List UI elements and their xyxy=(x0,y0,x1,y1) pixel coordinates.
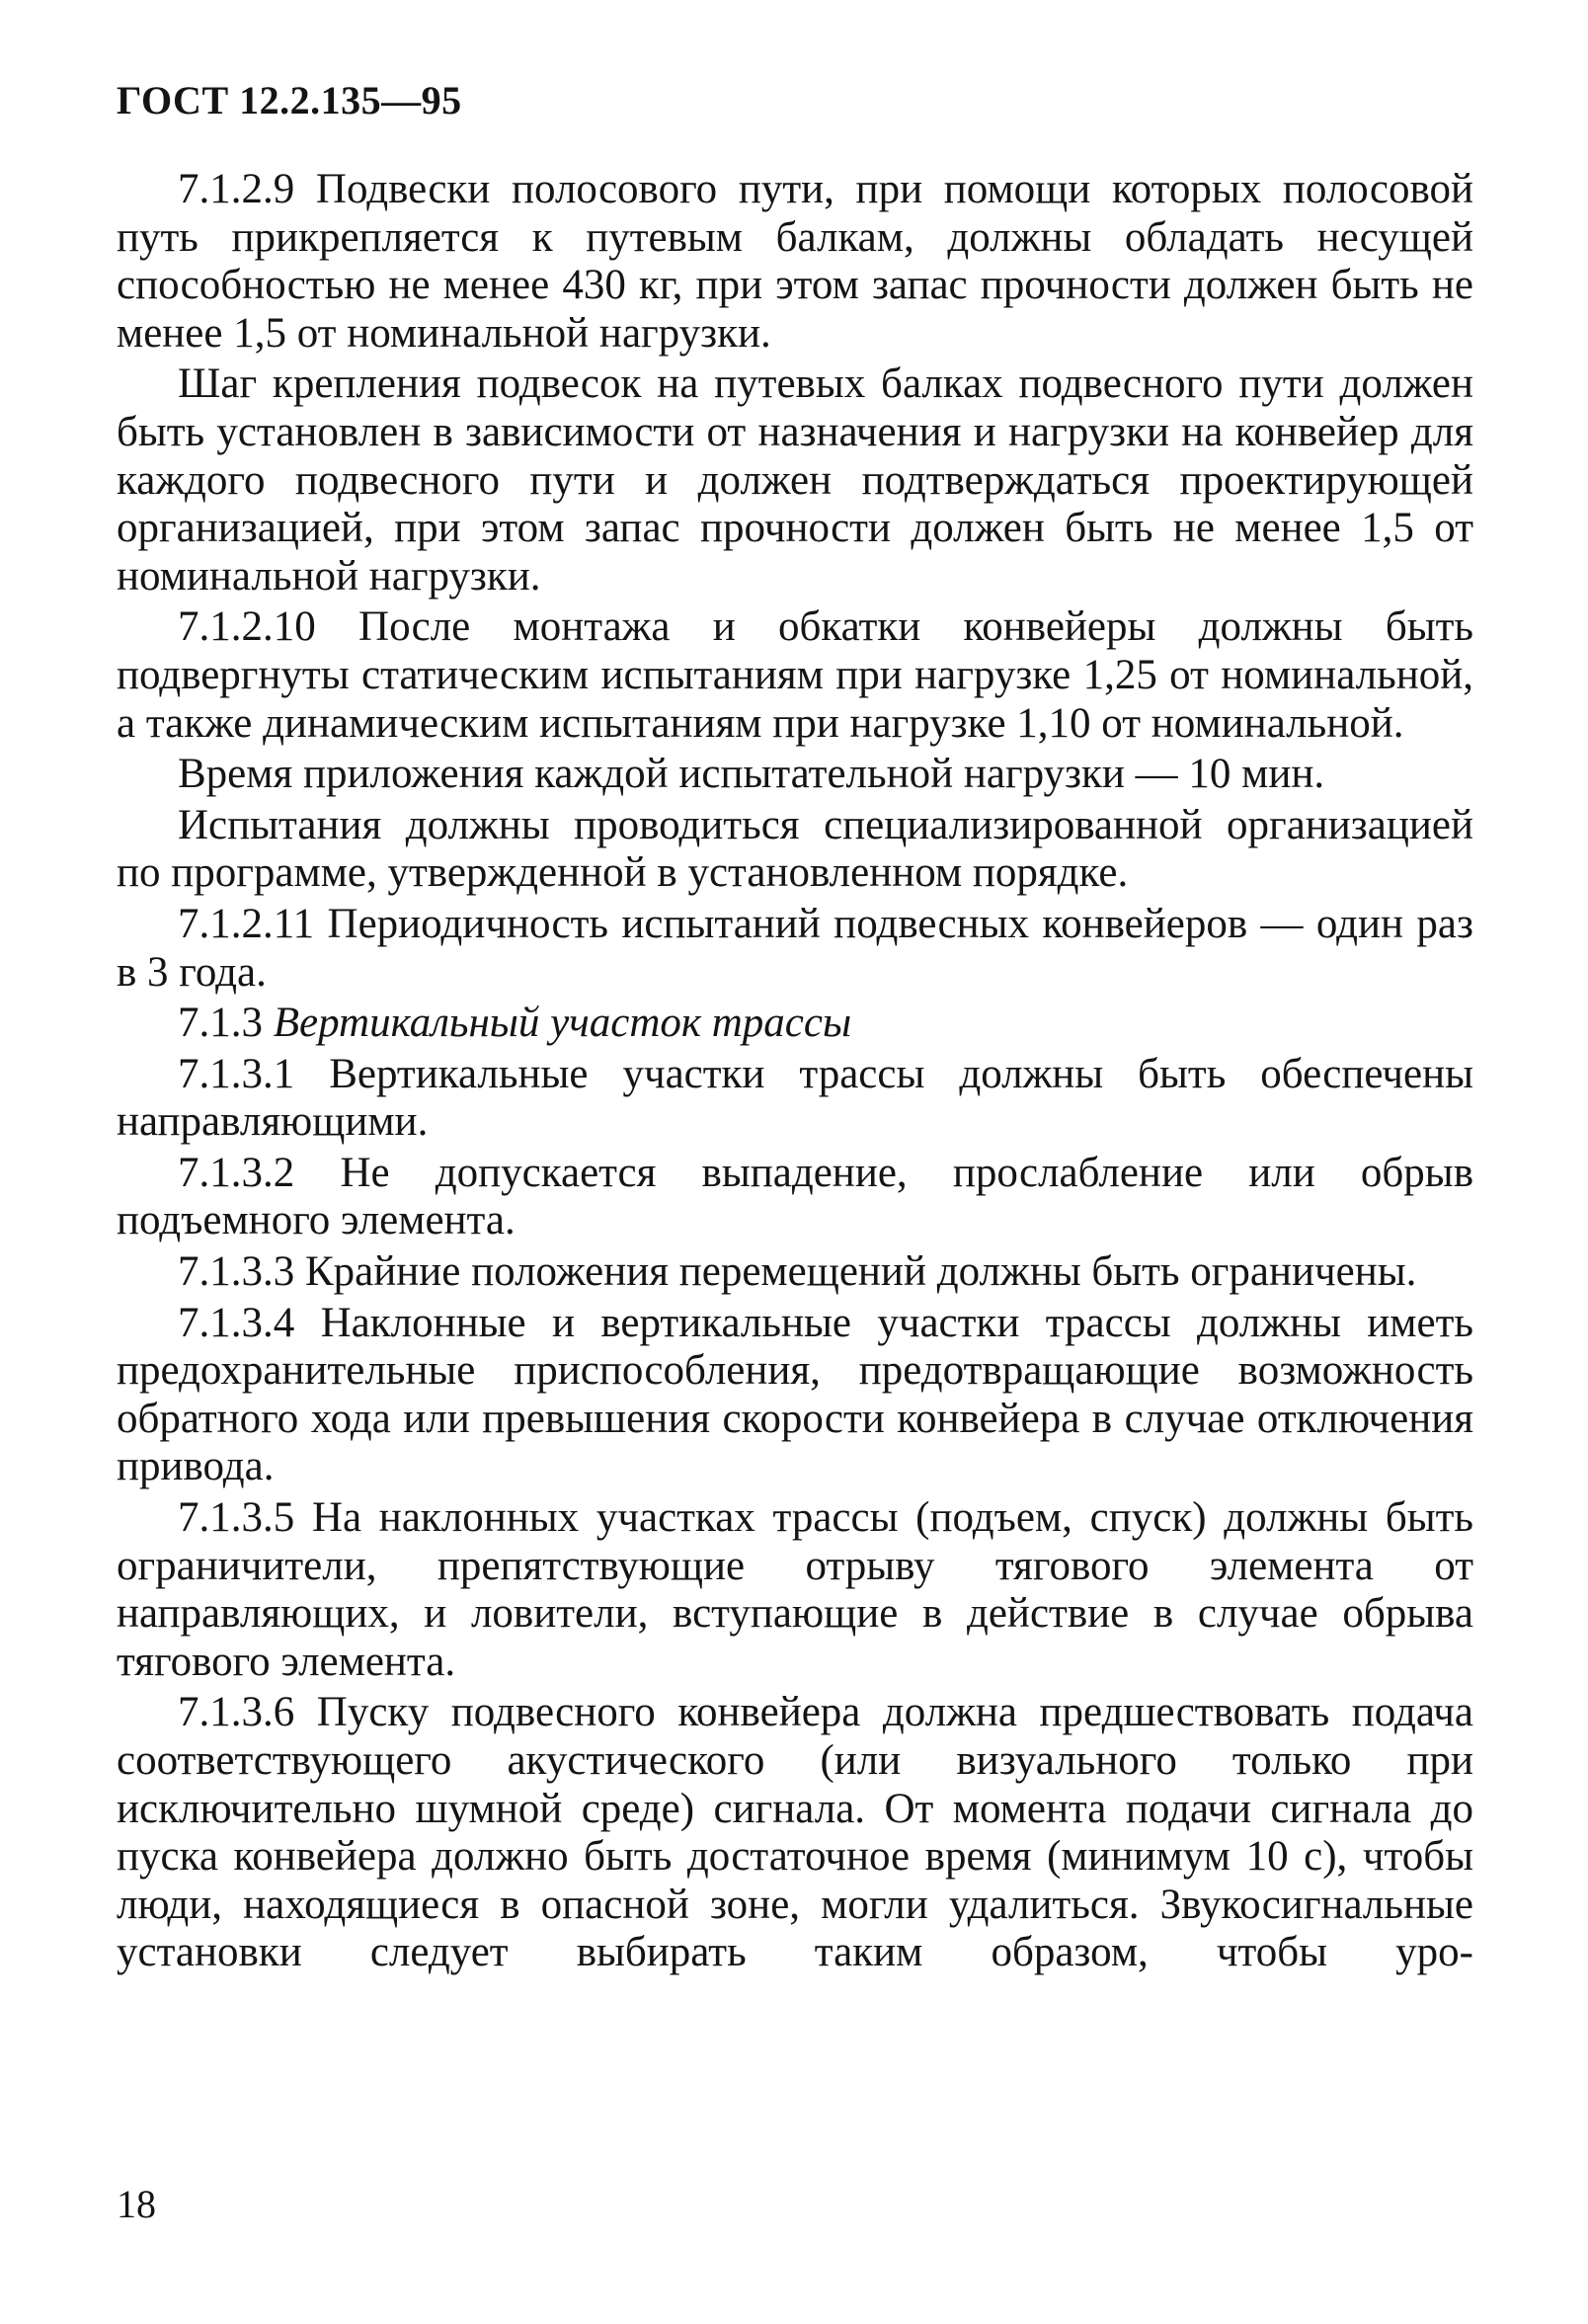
paragraph-7-1-3-6: 7.1.3.6 Пуску подвесного конвейера должна предшествовать подача соответствующего акустического (или визуального только при исключительно шумной среде) сигнала. От момента подачи сигнала до пуска конвейера должно быть достаточное время (минимум 10 с), чтобы люди, находящиеся в опасной зоне, могли удалиться. Звукосигнальные установки следует выбирать таким образом, чтобы уро- xyxy=(117,1689,1473,1976)
paragraph-test-load-time: Время приложения каждой испытательной нагрузки — 10 мин. xyxy=(178,751,1325,798)
paragraph-tests-organization: Испытания должны проводиться специализированной организацией по программе, утвержденной в установленном порядке. xyxy=(117,801,1473,897)
section-heading-7-1-3 xyxy=(117,1000,1473,1048)
section-number: 7.1.3 xyxy=(178,1000,263,1047)
paragraph-7-1-2-10: 7.1.2.10 После монтажа и обкатки конвейеры должны быть подвергнуты статическим испытаниям при нагрузке 1,25 от номинальной, а также динамическим испытаниям при нагрузке 1,10 от номинальной. xyxy=(117,603,1473,747)
paragraph-7-1-3-5: 7.1.3.5 На наклонных участках трассы (подъем, спуск) должны быть ограничители, препятствующие отрыву тягового элемента от направляющих, и ловители, вступающие в действие в случае обрыва тягового элемента. xyxy=(117,1494,1473,1685)
document-body xyxy=(117,166,1473,1980)
paragraph-7-1-2-9: 7.1.2.9 Подвески полосового пути, при помощи которых полосовой путь прикрепляется к путевым балкам, должны обладать несущей способностью не менее 430 кг, при этом запас прочности должен быть не менее 1,5 от номинальной нагрузки. xyxy=(117,166,1473,357)
section-title: Вертикальный участок трассы xyxy=(273,1000,852,1047)
page-number: 18 xyxy=(117,2182,156,2226)
paragraph-7-1-3-1: 7.1.3.1 Вертикальные участки трассы должны быть обеспечены направляющими. xyxy=(117,1050,1473,1146)
paragraph-suspension-step: Шаг крепления подвесок на путевых балках подвесного пути должен быть установлен в зависимости от назначения и нагрузки на конвейер для каждого подвесного пути и должен подтверждаться проектирующей организацией, при этом запас прочности должен быть не менее 1,5 от номинальной нагрузки. xyxy=(117,361,1473,600)
document-header: ГОСТ 12.2.135—95 xyxy=(117,78,462,122)
paragraph-7-1-3-4: 7.1.3.4 Наклонные и вертикальные участки трассы должны иметь предохранительные приспособления, предотвращающие возможность обратного хода или превышения скорости конвейера в случае отключения привода. xyxy=(117,1299,1473,1490)
paragraph-7-1-3-2: 7.1.3.2 Не допускается выпадение, прослабление или обрыв подъемного элемента. xyxy=(117,1149,1473,1244)
paragraph-7-1-2-11: 7.1.2.11 Периодичность испытаний подвесных конвейеров — один раз в 3 года. xyxy=(117,900,1473,996)
paragraph-7-1-3-3: 7.1.3.3 Крайние положения перемещений должны быть ограничены. xyxy=(178,1248,1417,1296)
